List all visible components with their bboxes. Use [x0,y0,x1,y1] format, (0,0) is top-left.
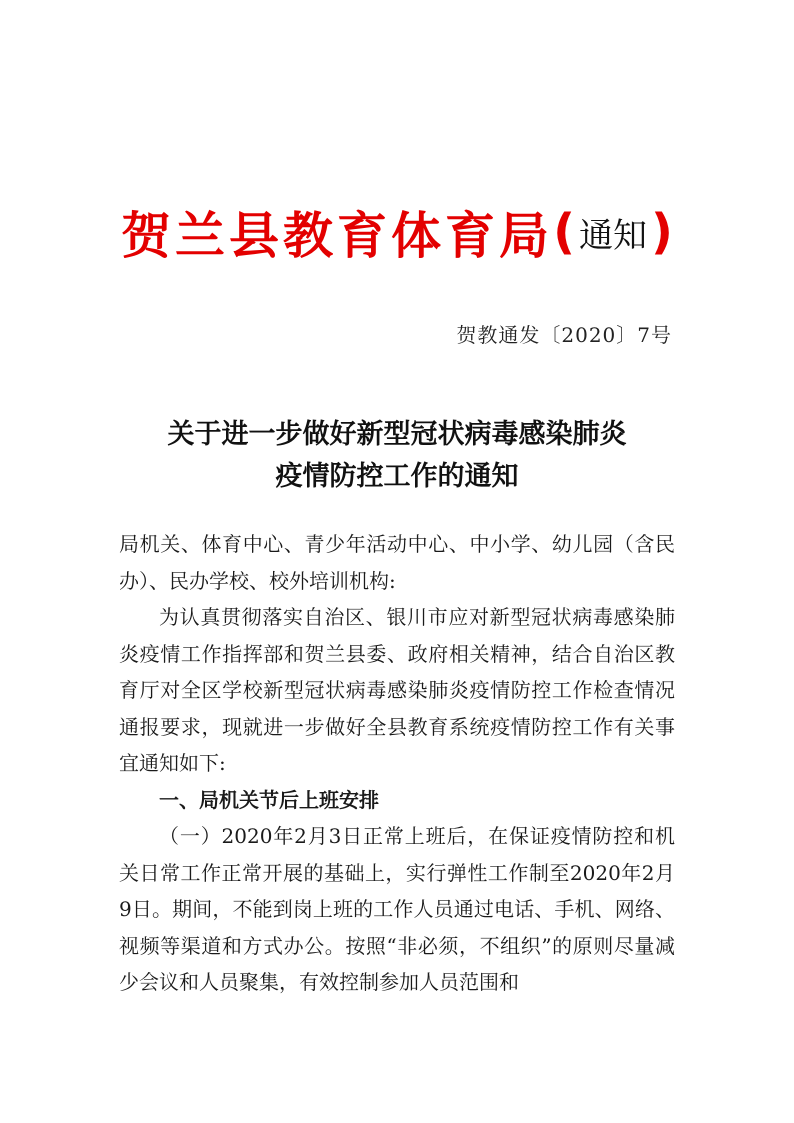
section-1-item-1: （一）2020年2月3日正常上班后，在保证疫情防控和机关日常工作正常开展的基础上，实行弹性工作制至2020年2月9日。期间，不能到岗上班的工作人员通过电话、手机、网络、视频等渠道和方式办公。按照“非必须，不组织”的原则尽量减少会议和人员聚集，有效控制参加人员范围和 [119,824,675,994]
section-1-heading: 一、局机关节后上班安排 [159,787,379,812]
open-paren: ( [553,204,575,260]
issuing-org-name: 贺兰县教育体育局 [121,207,554,265]
document-body [119,526,675,1001]
recipients-paragraph: 局机关、体育中心、青少年活动中心、中小学、幼儿园（含民办）、民办学校、校外培训机构: [119,532,675,593]
document-title [0,414,794,498]
title-line-2: 疫情防控工作的通知 [275,461,519,492]
document-type: 通知 [579,215,647,256]
title-line-1: 关于进一步做好新型冠状病毒感染肺炎 [167,419,627,450]
intro-paragraph: 为认真贯彻落实自治区、银川市应对新型冠状病毒感染肺炎疫情工作指挥部和贺兰县委、政府相关精神，结合自治区教育厅对全区学校新型冠状病毒感染肺炎疫情防控工作检查情况通报要求，现就进一步做好全县教育系统疫情防控工作有关事宜通知如下: [119,605,675,775]
document-header [0,196,794,268]
close-paren: ) [651,204,673,260]
document-number: 贺教通发〔2020〕7号 [456,323,672,347]
